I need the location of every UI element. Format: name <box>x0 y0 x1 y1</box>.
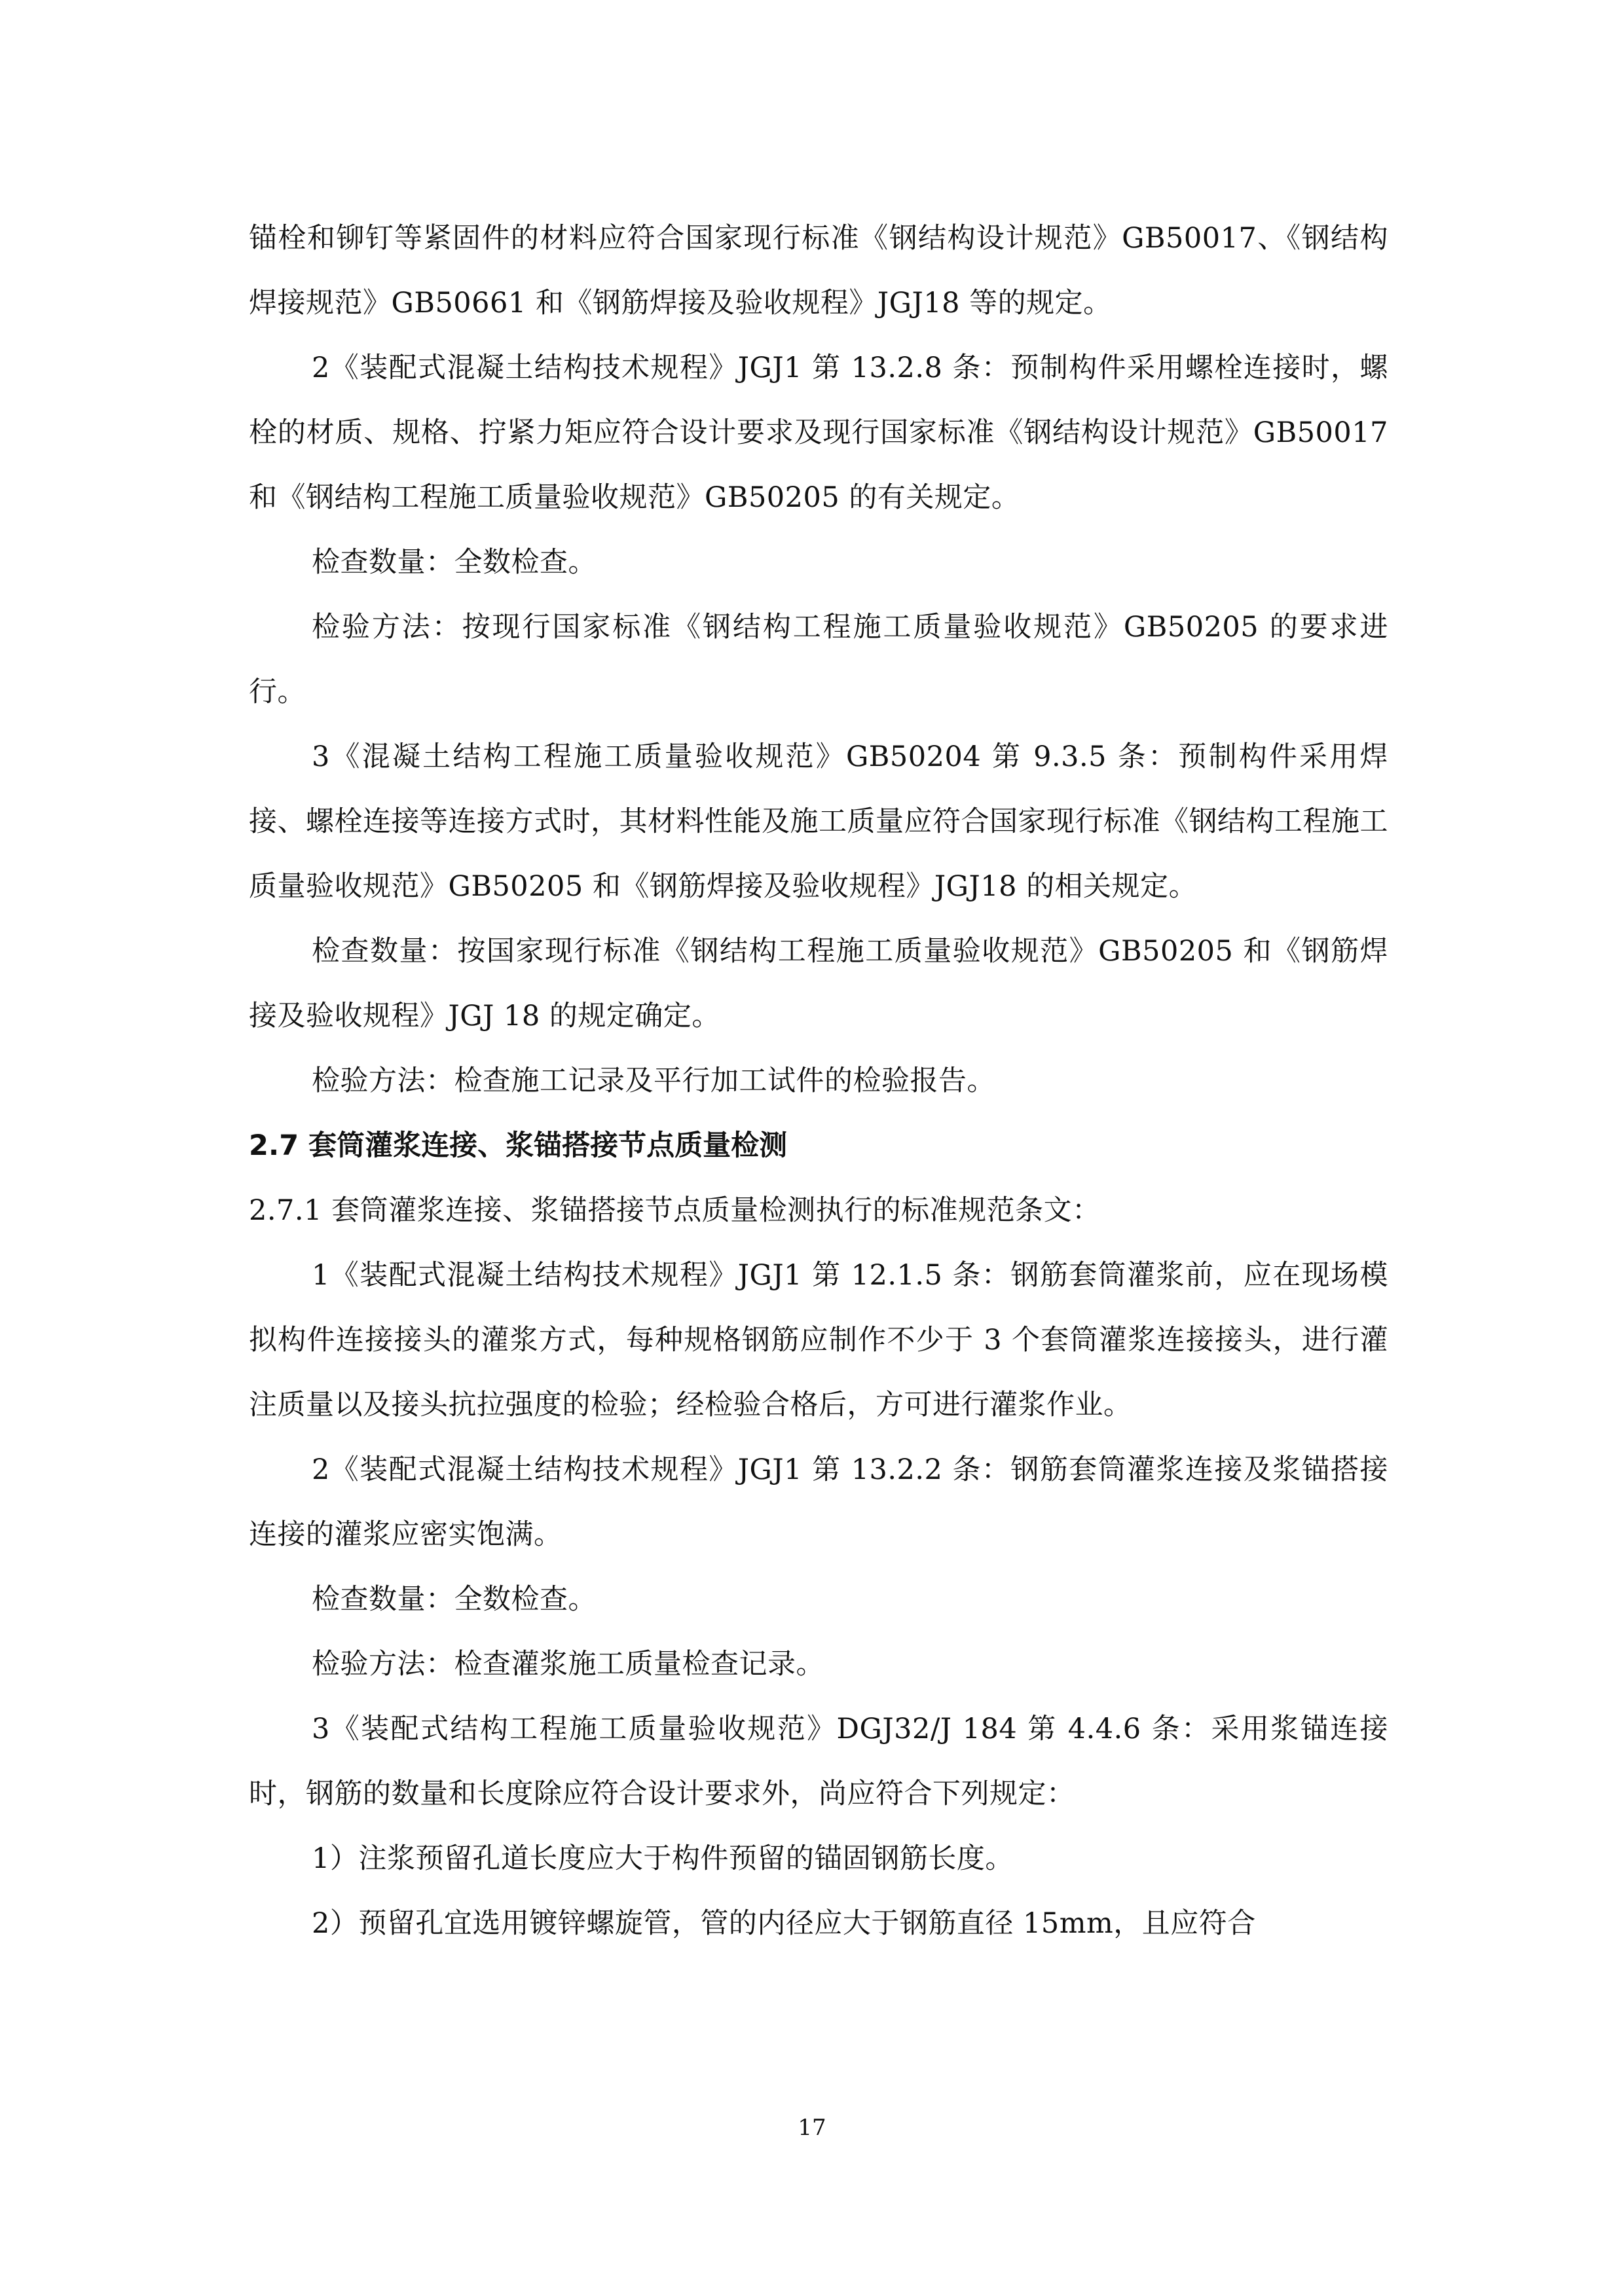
paragraph: 检验方法：按现行国家标准《钢结构工程施工质量验收规范》GB50205 的要求进行。 <box>249 611 1388 708</box>
paragraph: 1）注浆预留孔道长度应大于构件预留的锚固钢筋长度。 <box>312 1842 1014 1875</box>
page-number: 17 <box>798 2115 826 2141</box>
paragraph: 2）预留孔宜选用镀锌螺旋管，管的内径应大于钢筋直径 15mm，且应符合 <box>312 1907 1256 1940</box>
paragraph: 2《装配式混凝土结构技术规程》JGJ1 第 13.2.2 条：钢筋套筒灌浆连接及浆锚搭接连接的灌浆应密实饱满。 <box>249 1453 1388 1551</box>
paragraph: 检查数量：全数检查。 <box>312 1583 597 1616</box>
paragraph: 1《装配式混凝土结构技术规程》JGJ1 第 12.1.5 条：钢筋套筒灌浆前，应在现场模拟构件连接接头的灌浆方式，每种规格钢筋应制作不少于 3 个套筒灌浆连接接头，进行灌注质量以及接头抗拉强度的检验；经检验合格后，方可进行灌浆作业。 <box>249 1259 1388 1421</box>
paragraph: 2《装配式混凝土结构技术规程》JGJ1 第 13.2.8 条：预制构件采用螺栓连接时，螺栓的材质、规格、拧紧力矩应符合设计要求及现行国家标准《钢结构设计规范》GB50017 和《钢结构工程施工质量验收规范》GB50205 的有关规定。 <box>249 352 1388 514</box>
paragraph: 3《装配式结构工程施工质量验收规范》DGJ32/J 184 第 4.4.6 条：采用浆锚连接时，钢筋的数量和长度除应符合设计要求外，尚应符合下列规定： <box>249 1713 1388 1810</box>
paragraph: 3《混凝土结构工程施工质量验收规范》GB50204 第 9.3.5 条：预制构件采用焊接、螺栓连接等连接方式时，其材料性能及施工质量应符合国家现行标准《钢结构工程施工质量验收规范》GB50205 和《钢筋焊接及验收规程》JGJ18 的相关规定。 <box>249 740 1388 903</box>
section-heading: 2.7 套筒灌浆连接、浆锚搭接节点质量检测 <box>249 1129 788 1162</box>
paragraph: 检验方法：检查灌浆施工质量检查记录。 <box>312 1648 824 1681</box>
paragraph: 2.7.1 套筒灌浆连接、浆锚搭接节点质量检测执行的标准规范条文： <box>249 1194 1101 1227</box>
paragraph: 检验方法：检查施工记录及平行加工试件的检验报告。 <box>312 1065 995 1097</box>
paragraph: 检查数量：按国家现行标准《钢结构工程施工质量验收规范》GB50205 和《钢筋焊接及验收规程》JGJ 18 的规定确定。 <box>249 935 1388 1032</box>
paragraph: 检查数量：全数检查。 <box>312 546 597 579</box>
paragraph: 锚栓和铆钉等紧固件的材料应符合国家现行标准《钢结构设计规范》GB50017、《钢结构焊接规范》GB50661 和《钢筋焊接及验收规程》JGJ18 等的规定。 <box>249 222 1388 319</box>
document-body <box>249 206 1388 1956</box>
